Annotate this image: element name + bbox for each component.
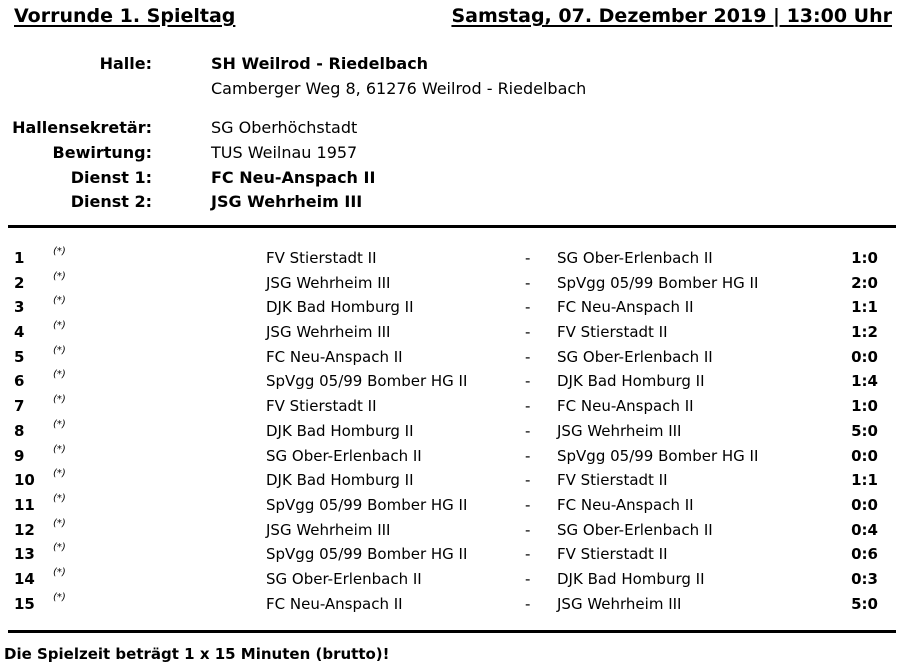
game-score: 2:0 bbox=[851, 273, 878, 292]
game-row bbox=[0, 542, 900, 570]
date-time: Samstag, 07. Dezember 2019 | 13:00 Uhr bbox=[451, 5, 892, 27]
game-number: 3 bbox=[14, 298, 25, 317]
home-team: SpVgg 05/99 Bomber HG II bbox=[266, 372, 468, 391]
game-row bbox=[0, 566, 900, 595]
vs-separator: - bbox=[525, 249, 531, 267]
away-team: JSG Wehrheim III bbox=[557, 594, 682, 613]
staff-value-catering: TUS Weilnau 1957 bbox=[211, 143, 358, 162]
game-marker: (*) bbox=[53, 418, 66, 430]
vs-separator: - bbox=[525, 347, 531, 366]
home-team: SpVgg 05/99 Bomber HG II bbox=[266, 545, 468, 564]
game-marker: (*) bbox=[53, 320, 66, 332]
staff-label-catering: Bewirtung: bbox=[52, 143, 152, 162]
game-number: 14 bbox=[14, 569, 35, 588]
away-team: SpVgg 05/99 Bomber HG II bbox=[557, 446, 759, 465]
venue-label: Halle: bbox=[99, 54, 152, 73]
away-team: FC Neu-Anspach II bbox=[557, 495, 694, 514]
game-number: 1 bbox=[14, 249, 25, 267]
away-team: DJK Bad Homburg II bbox=[557, 372, 705, 391]
game-score: 1:0 bbox=[851, 249, 878, 267]
game-number: 4 bbox=[14, 323, 25, 342]
staff-label-duty-2: Dienst 2: bbox=[70, 192, 152, 211]
away-team: FC Neu-Anspach II bbox=[557, 397, 694, 416]
home-team: SG Ober-Erlenbach II bbox=[266, 446, 422, 465]
away-team: SG Ober-Erlenbach II bbox=[557, 520, 713, 539]
game-number: 6 bbox=[14, 372, 25, 391]
vs-separator: - bbox=[525, 273, 531, 292]
away-team: FV Stierstadt II bbox=[557, 323, 668, 342]
game-score: 1:1 bbox=[851, 471, 878, 490]
vs-separator: - bbox=[525, 594, 531, 613]
game-number: 10 bbox=[14, 471, 35, 490]
vs-separator: - bbox=[525, 569, 531, 588]
home-team: FV Stierstadt II bbox=[266, 249, 377, 267]
game-score: 1:0 bbox=[851, 397, 878, 416]
home-team: JSG Wehrheim III bbox=[266, 520, 391, 539]
game-row bbox=[0, 418, 900, 447]
game-score: 1:2 bbox=[851, 323, 878, 342]
game-row bbox=[0, 394, 900, 422]
game-marker: (*) bbox=[53, 468, 66, 480]
game-score: 1:4 bbox=[851, 372, 878, 391]
away-team: SG Ober-Erlenbach II bbox=[557, 249, 713, 267]
round-title: Vorrunde 1. Spieltag bbox=[14, 5, 236, 27]
away-team: DJK Bad Homburg II bbox=[557, 569, 705, 588]
game-number: 15 bbox=[14, 594, 35, 613]
vs-separator: - bbox=[525, 495, 531, 514]
game-score: 5:0 bbox=[851, 594, 878, 613]
game-marker: (*) bbox=[53, 591, 66, 603]
game-row bbox=[0, 270, 900, 299]
home-team: JSG Wehrheim III bbox=[266, 323, 391, 342]
game-row bbox=[0, 591, 900, 620]
game-score: 0:3 bbox=[851, 569, 878, 588]
game-row bbox=[0, 468, 900, 496]
home-team: SG Ober-Erlenbach II bbox=[266, 569, 422, 588]
game-score: 5:0 bbox=[851, 421, 878, 440]
game-marker: (*) bbox=[53, 542, 66, 554]
game-marker: (*) bbox=[53, 246, 66, 257]
game-number: 12 bbox=[14, 520, 35, 539]
game-number: 5 bbox=[14, 347, 25, 366]
away-team: FV Stierstadt II bbox=[557, 545, 668, 564]
games-table bbox=[0, 246, 900, 619]
vs-separator: - bbox=[525, 520, 531, 539]
vs-separator: - bbox=[525, 471, 531, 490]
game-score: 0:0 bbox=[851, 495, 878, 514]
home-team: FV Stierstadt II bbox=[266, 397, 377, 416]
game-row bbox=[0, 344, 900, 373]
game-number: 11 bbox=[14, 495, 35, 514]
game-row bbox=[0, 369, 900, 397]
home-team: JSG Wehrheim III bbox=[266, 273, 391, 292]
game-number: 2 bbox=[14, 273, 25, 292]
game-number: 7 bbox=[14, 397, 25, 416]
game-number: 8 bbox=[14, 421, 25, 440]
game-row bbox=[0, 517, 900, 546]
away-team: SG Ober-Erlenbach II bbox=[557, 347, 713, 366]
divider-top bbox=[8, 225, 896, 228]
game-row bbox=[0, 443, 900, 472]
game-number: 13 bbox=[14, 545, 35, 564]
game-marker: (*) bbox=[53, 394, 66, 406]
away-team: JSG Wehrheim III bbox=[557, 421, 682, 440]
staff-value-duty-2: JSG Wehrheim III bbox=[211, 192, 363, 211]
staff-label-secretary: Hallensekretär: bbox=[12, 118, 152, 137]
game-marker: (*) bbox=[53, 566, 66, 578]
game-marker: (*) bbox=[53, 443, 66, 455]
game-marker: (*) bbox=[53, 492, 66, 504]
vs-separator: - bbox=[525, 372, 531, 391]
venue-name: SH Weilrod - Riedelbach bbox=[211, 54, 429, 73]
game-score: 0:4 bbox=[851, 520, 878, 539]
footer-note: Die Spielzeit beträgt 1 x 15 Minuten (brutto)! bbox=[4, 645, 390, 663]
away-team: FC Neu-Anspach II bbox=[557, 298, 694, 317]
home-team: DJK Bad Homburg II bbox=[266, 298, 414, 317]
venue-address: Camberger Weg 8, 61276 Weilrod - Riedelbach bbox=[211, 79, 587, 98]
staff-label-duty-1: Dienst 1: bbox=[70, 168, 152, 187]
vs-separator: - bbox=[525, 421, 531, 440]
home-team: SpVgg 05/99 Bomber HG II bbox=[266, 495, 468, 514]
game-marker: (*) bbox=[53, 344, 66, 356]
staff-value-duty-1: FC Neu-Anspach II bbox=[211, 168, 376, 187]
game-score: 1:1 bbox=[851, 298, 878, 317]
vs-separator: - bbox=[525, 298, 531, 317]
vs-separator: - bbox=[525, 397, 531, 416]
home-team: DJK Bad Homburg II bbox=[266, 421, 414, 440]
game-score: 0:6 bbox=[851, 545, 878, 564]
game-marker: (*) bbox=[53, 270, 66, 282]
staff-value-secretary: SG Oberhöchstadt bbox=[211, 118, 358, 137]
game-row bbox=[0, 246, 900, 274]
game-marker: (*) bbox=[53, 517, 66, 529]
vs-separator: - bbox=[525, 446, 531, 465]
divider-bottom bbox=[8, 630, 896, 633]
game-row bbox=[0, 492, 900, 521]
game-row bbox=[0, 320, 900, 348]
vs-separator: - bbox=[525, 323, 531, 342]
game-marker: (*) bbox=[53, 295, 66, 307]
home-team: FC Neu-Anspach II bbox=[266, 594, 403, 613]
vs-separator: - bbox=[525, 545, 531, 564]
game-marker: (*) bbox=[53, 369, 66, 381]
home-team: DJK Bad Homburg II bbox=[266, 471, 414, 490]
home-team: FC Neu-Anspach II bbox=[266, 347, 403, 366]
away-team: FV Stierstadt II bbox=[557, 471, 668, 490]
game-row bbox=[0, 295, 900, 323]
game-score: 0:0 bbox=[851, 347, 878, 366]
game-number: 9 bbox=[14, 446, 25, 465]
away-team: SpVgg 05/99 Bomber HG II bbox=[557, 273, 759, 292]
game-score: 0:0 bbox=[851, 446, 878, 465]
